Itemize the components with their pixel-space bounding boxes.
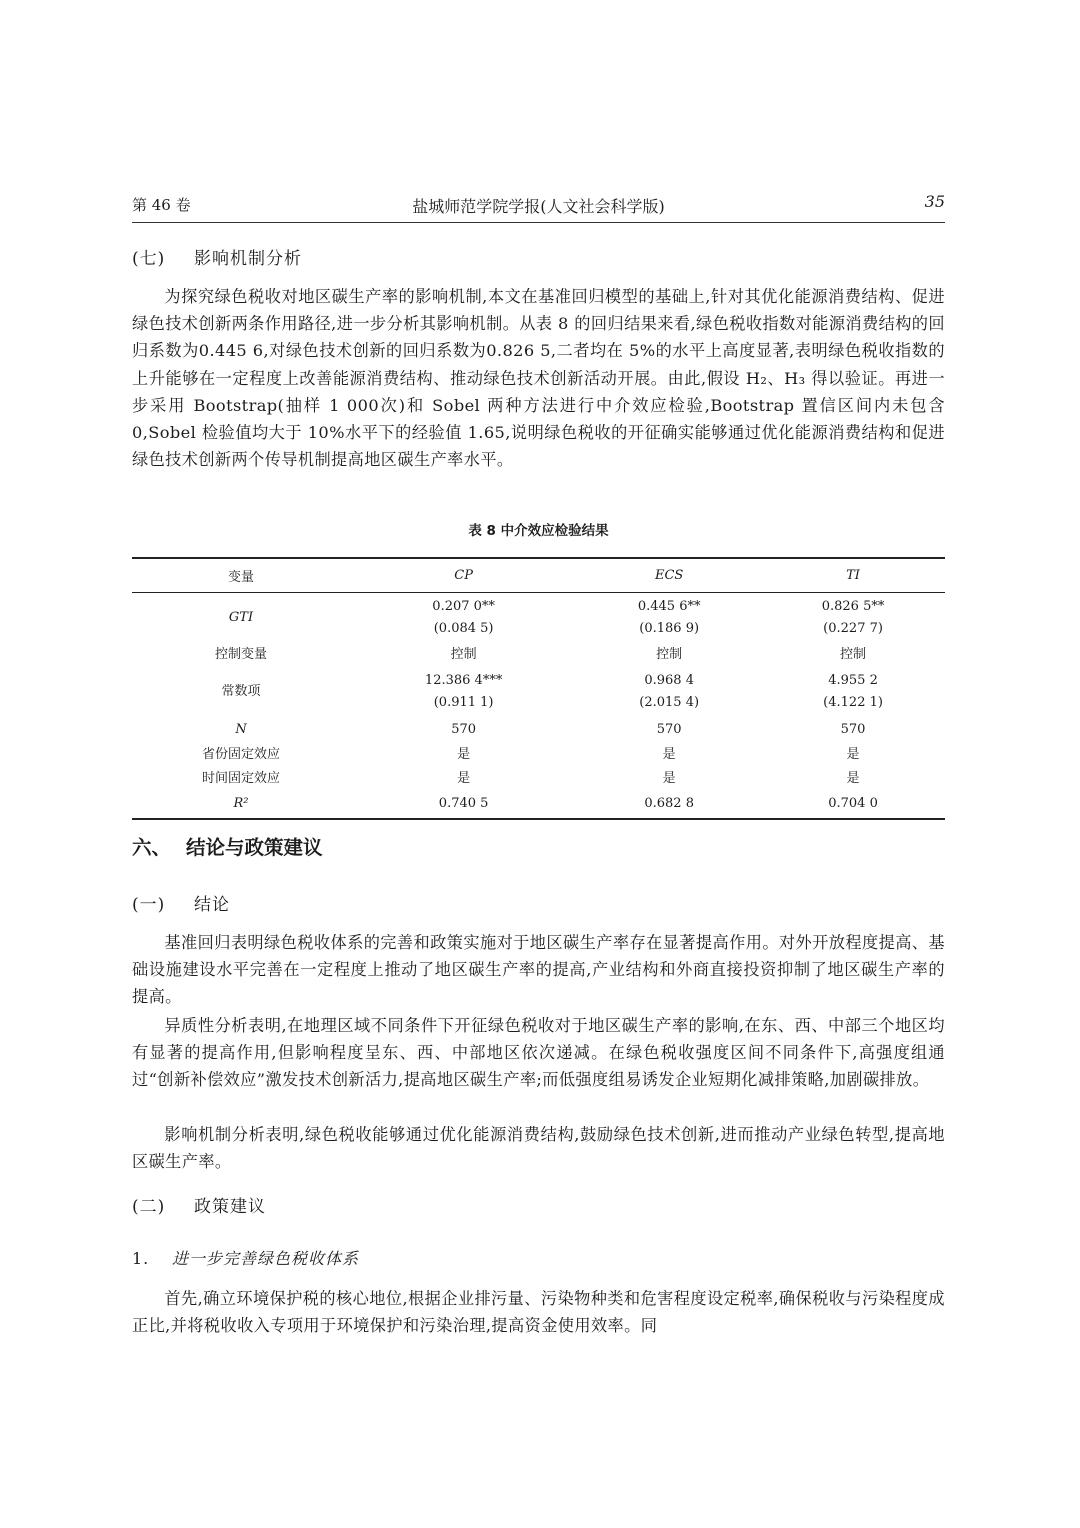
table-cell: 0.682 8 [644, 796, 694, 811]
subsection-2-title: 政策建议 [194, 1197, 266, 1217]
table-cell: 是 [846, 770, 860, 786]
section-7-heading [132, 244, 302, 269]
subsection-2-heading [132, 1192, 266, 1217]
item-1-title: 进一步完善绿色税收体系 [172, 1249, 360, 1268]
table-row [132, 767, 945, 791]
coef-value: 0.968 4 [644, 672, 694, 688]
coef-value: 4.955 2 [828, 672, 878, 688]
table-row [132, 593, 945, 643]
subsection-1-heading [132, 890, 230, 915]
table-cell [577, 667, 761, 717]
table-cell [577, 593, 761, 643]
table-cell [761, 667, 945, 717]
table-cell [761, 593, 945, 643]
table-cell: 570 [656, 721, 682, 737]
table-8 [132, 557, 945, 820]
section-6-title: 结论与政策建议 [186, 836, 323, 859]
table-row [132, 717, 945, 743]
row-label-r2: R² [233, 796, 249, 811]
header-ecs: ECS [655, 568, 684, 583]
coef-value: 12.386 4*** [424, 672, 503, 688]
section-6-heading [132, 832, 323, 860]
header-ti: TI [846, 568, 860, 583]
item-1-number: 1. [132, 1249, 150, 1268]
table-cell: 控制 [656, 646, 683, 662]
volume-label: 第 46 卷 [132, 196, 191, 214]
row-label-constant: 常数项 [221, 683, 261, 699]
section-7-number: (七) [132, 249, 166, 269]
table-cell: 是 [662, 770, 676, 786]
std-error: (0.084 5) [433, 620, 494, 636]
table-row [132, 667, 945, 717]
conclusion-paragraph-3: 影响机制分析表明,绿色税收能够通过优化能源消费结构,鼓励绿色技术创新,进而推动产业绿色转型,提高地区碳生产率。 [132, 1125, 945, 1172]
subsection-1-title: 结论 [194, 895, 230, 915]
coef-value: 0.826 5** [821, 598, 885, 614]
table-cell: 0.740 5 [438, 796, 489, 811]
table-cell: 是 [457, 746, 471, 762]
table-row [132, 791, 945, 819]
table-row [132, 643, 945, 667]
row-label-controls: 控制变量 [214, 646, 267, 662]
header-cp: CP [454, 568, 473, 583]
conclusion-paragraph-2: 异质性分析表明,在地理区域不同条件下开征绿色税收对于地区碳生产率的影响,在东、西、中部三个地区均有显著的提高作用,但影响程度呈东、西、中部地区依次递减。在绿色税收强度区间不同条件下,高强度组通过“创新补偿效应”激发技术创新活力,提高地区碳生产率;而低强度组易诱发企业短期化减排策略,加剧碳排放。 [132, 1016, 945, 1090]
table-8-caption: 表 8 中介效应检验结果 [468, 523, 609, 539]
table-cell [350, 593, 577, 643]
table-cell: 控制 [450, 646, 477, 662]
section-6-number: 六、 [132, 836, 172, 859]
row-label-province-fe: 省份固定效应 [201, 746, 280, 762]
journal-title: 盐城师范学院学报(人文社会科学版) [412, 197, 665, 216]
item-1-paragraph: 首先,确立环境保护税的核心地位,根据企业排污量、污染物种类和危害程度设定税率,确保税收与污染程度成正比,并将税收收入专项用于环境保护和污染治理,提高资金使用效率。同 [132, 1289, 945, 1336]
page-number: 35 [924, 192, 945, 211]
running-header [132, 192, 945, 223]
section-7-title: 影响机制分析 [194, 249, 302, 269]
item-1-heading [132, 1246, 359, 1269]
std-error: (0.186 9) [639, 620, 700, 636]
table-cell: 是 [457, 770, 471, 786]
table-row [132, 743, 945, 767]
coef-value: 0.207 0** [432, 598, 495, 614]
coef-value: 0.445 6** [637, 598, 701, 614]
subsection-1-number: (一) [132, 895, 166, 915]
section-7-paragraph: 为探究绿色税收对地区碳生产率的影响机制,本文在基准回归模型的基础上,针对其优化能源消费结构、促进绿色技术创新两条作用路径,进一步分析其影响机制。从表 8 的回归结果来看,绿色税收指数对能源消费结构的回归系数为0.445 6,对绿色技术创新的回归系数为0.826 5,二者均在 5%的水平上高度显著,表明绿色税收指数的上升能够在一定程度上改善能源消费结构、推动绿色技术创新活动开展。由此,假设 H₂、H₃ 得以验证。再进一步采用 Bootstrap(抽样 1 000次)和 Sobel 两种方法进行中介效应检验,Bootstrap 置信区间内未包含 0,Sobel 检验值均大于 10%水平下的经验值 1.65,说明绿色税收的开征确实能够通过优化能源消费结构和促进绿色技术创新两个传导机制提高地区碳生产率水平。 [132, 287, 945, 470]
table-cell: 是 [662, 746, 676, 762]
row-label-gti: GTI [228, 609, 254, 625]
table-cell: 是 [846, 746, 860, 762]
std-error: (4.122 1) [823, 694, 883, 710]
table-header-row [132, 558, 945, 593]
subsection-2-number: (二) [132, 1197, 166, 1217]
table-cell: 570 [451, 721, 477, 737]
std-error: (0.911 1) [433, 694, 494, 710]
std-error: (0.227 7) [823, 620, 883, 636]
table-cell: 0.704 0 [828, 796, 878, 811]
std-error: (2.015 4) [639, 694, 700, 710]
table-cell: 570 [840, 721, 866, 737]
header-variable: 变量 [227, 570, 254, 585]
conclusion-paragraph-1: 基准回归表明绿色税收体系的完善和政策实施对于地区碳生产率存在显著提高作用。对外开放程度提高、基础设施建设水平完善在一定程度上推动了地区碳生产率的提高,产业结构和外商直接投资抑制了地区碳生产率的提高。 [132, 933, 945, 1007]
table-cell [350, 667, 577, 717]
table-cell: 控制 [840, 646, 867, 662]
row-label-time-fe: 时间固定效应 [201, 770, 280, 786]
row-label-n: N [235, 721, 247, 737]
